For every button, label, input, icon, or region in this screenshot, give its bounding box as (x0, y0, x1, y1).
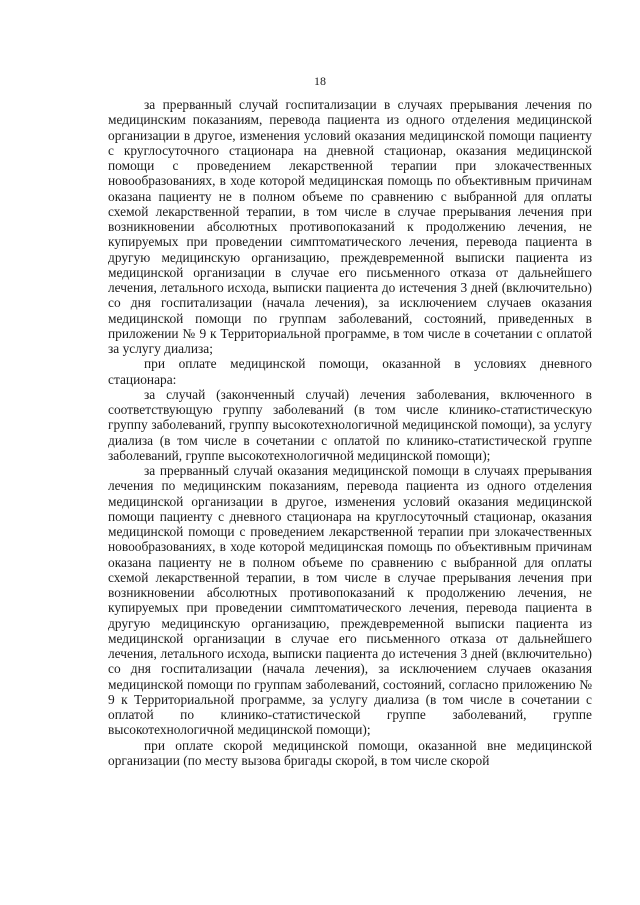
paragraph-interrupted-day-care: за прерванный случай оказания медицинской помощи в случаях прерывания лечения по медицинским показаниям, перевода пациента из одного отделения медицинской организации в другое, изменения условий оказания медицинской помощи пациенту с дневного стационара на круглосуточный стационар, оказания медицинской помощи с проведением лекарственной терапии при злокачественных новообразованиях, в ходе которой медицинская помощь по объективным причинам оказана пациенту не в полном объеме по сравнению с выбранной для оплаты схемой лекарственной терапии, в том числе в случае прерывания лечения при возникновении абсолютных противопоказаний к продолжению лечения, не купируемых при проведении симптоматического лечения, перевода пациента в другую медицинскую организацию, преждевременной выписки пациента из медицинской организации в случае его письменного отказа от дальнейшего лечения, летального исхода, выписки пациента до истечения 3 дней (включительно) со дня госпитализации (начала лечения), за исключением случаев оказания медицинской помощи по группам заболеваний, состояний, согласно приложению № 9 к Территориальной программе, за услугу диализа (в том числе в сочетании с оплатой по клинико-статистической группе заболеваний, группе высокотехнологичной медицинской помощи); (108, 463, 592, 738)
paragraph-day-hospital-payment: при оплате медицинской помощи, оказанной в условиях дневного стационара: (108, 356, 592, 387)
paragraph-emergency-care-payment: при оплате скорой медицинской помощи, оказанной вне медицинской организации (по месту вызова бригады скорой, в том числе скорой (108, 737, 592, 768)
page-number: 18 (314, 74, 326, 88)
paragraph-interrupted-hospitalization: за прерванный случай госпитализации в случаях прерывания лечения по медицинским показаниям, перевода пациента из одного отделения медицинской организации в другое, изменения условий оказания медицинской помощи пациенту с круглосуточного стационара на дневной стационар, оказания медицинской помощи с проведением лекарственной терапии при злокачественных новообразованиях, в ходе которой медицинская помощь по объективным причинам оказана пациенту не в полном объеме по сравнению с выбранной для оплаты схемой лекарственной терапии, в том числе в случае прерывания лечения при возникновении абсолютных противопоказаний к продолжению лечения, не купируемых при проведении симптоматического лечения, перевода пациента в другую медицинскую организацию, преждевременной выписки пациента из медицинской организации в случае его письменного отказа от дальнейшего лечения, летального исхода, выписки пациента до истечения 3 дней (включительно) со дня госпитализации (начала лечения), за исключением случаев оказания медицинской помощи по группам заболеваний, состояний, приведенных в приложении № 9 к Территориальной программе, в том числе в сочетании с оплатой за услугу диализа; (108, 97, 592, 356)
document-body (108, 97, 592, 768)
paragraph-completed-case: за случай (законченный случай) лечения заболевания, включенного в соответствующую группу заболеваний (в том числе клинико-статистическую группу заболеваний, группу высокотехнологичной медицинской помощи), за услугу диализа (в том числе в сочетании с оплатой по клинико-статистической группе заболеваний, группе высокотехнологичной медицинской помощи); (108, 386, 592, 463)
